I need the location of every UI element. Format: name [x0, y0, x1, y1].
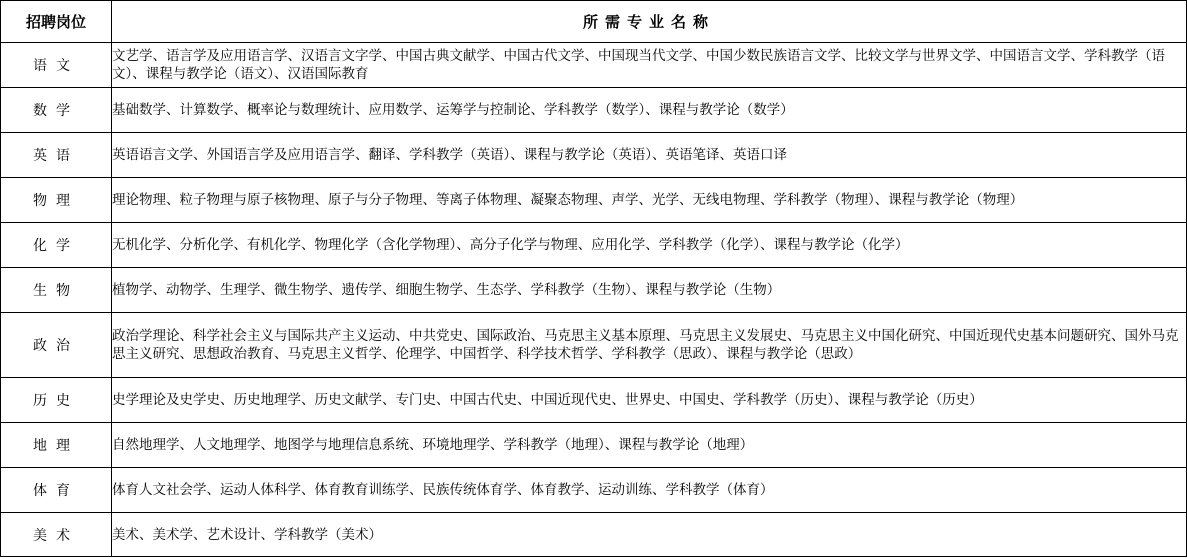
- table-row: [1, 133, 1187, 178]
- majors-cell: 史学理论及史学史、历史地理学、历史文献学、专门史、中国古代史、中国近现代史、世界史、中国史、学科教学（历史）、课程与教学论（历史）: [112, 378, 1187, 423]
- table-row: [1, 43, 1187, 88]
- table-row: [1, 513, 1187, 557]
- table-row: [1, 268, 1187, 313]
- majors-cell: 基础数学、计算数学、概率论与数理统计、应用数学、运筹学与控制论、学科教学（数学）、课程与教学论（数学）: [112, 88, 1187, 133]
- majors-cell: 植物学、动物学、生理学、微生物学、遗传学、细胞生物学、生态学、学科教学（生物）、课程与教学论（生物）: [112, 268, 1187, 313]
- position-cell: 化学: [1, 223, 112, 268]
- position-cell: 历史: [1, 378, 112, 423]
- majors-cell: 美术、美术学、艺术设计、学科教学（美术）: [112, 513, 1187, 557]
- table-row: [1, 88, 1187, 133]
- majors-cell: 自然地理学、人文地理学、地图学与地理信息系统、环境地理学、学科教学（地理）、课程与教学论（地理）: [112, 423, 1187, 468]
- table-row: [1, 468, 1187, 513]
- position-cell: 物理: [1, 178, 112, 223]
- majors-cell: 无机化学、分析化学、有机化学、物理化学（含化学物理）、高分子化学与物理、应用化学、学科教学（化学）、课程与教学论（化学）: [112, 223, 1187, 268]
- position-cell: 英语: [1, 133, 112, 178]
- majors-cell: 文艺学、语言学及应用语言学、汉语言文字学、中国古典文献学、中国古代文学、中国现当代文学、中国少数民族语言文学、比较文学与世界文学、中国语言文学、学科教学（语文）、课程与教学论（语文）、汉语国际教育: [112, 43, 1187, 88]
- majors-cell: 英语语言文学、外国语言学及应用语言学、翻译、学科教学（英语）、课程与教学论（英语）、英语笔译、英语口译: [112, 133, 1187, 178]
- table-row: [1, 223, 1187, 268]
- position-cell: 语文: [1, 43, 112, 88]
- table-row: [1, 178, 1187, 223]
- table-row: [1, 378, 1187, 423]
- majors-cell: 体育人文社会学、运动人体科学、体育教育训练学、民族传统体育学、体育教学、运动训练、学科教学（体育）: [112, 468, 1187, 513]
- table-row: [1, 423, 1187, 468]
- majors-cell: 理论物理、粒子物理与原子核物理、原子与分子物理、等离子体物理、凝聚态物理、声学、光学、无线电物理、学科教学（物理）、课程与教学论（物理）: [112, 178, 1187, 223]
- header-majors: 所需专业名称: [112, 1, 1187, 43]
- header-position: 招聘岗位: [1, 1, 112, 43]
- position-cell: 生物: [1, 268, 112, 313]
- position-cell: 政治: [1, 313, 112, 378]
- position-cell: 数学: [1, 88, 112, 133]
- position-cell: 美术: [1, 513, 112, 557]
- position-cell: 体育: [1, 468, 112, 513]
- position-cell: 地理: [1, 423, 112, 468]
- table-row: [1, 313, 1187, 378]
- header-row: [1, 1, 1187, 43]
- majors-cell: 政治学理论、科学社会主义与国际共产主义运动、中共党史、国际政治、马克思主义基本原理、马克思主义发展史、马克思主义中国化研究、中国近现代史基本问题研究、国外马克思主义研究、思想政治教育、马克思主义哲学、伦理学、中国哲学、科学技术哲学、学科教学（思政）、课程与教学论（思政）: [112, 313, 1187, 378]
